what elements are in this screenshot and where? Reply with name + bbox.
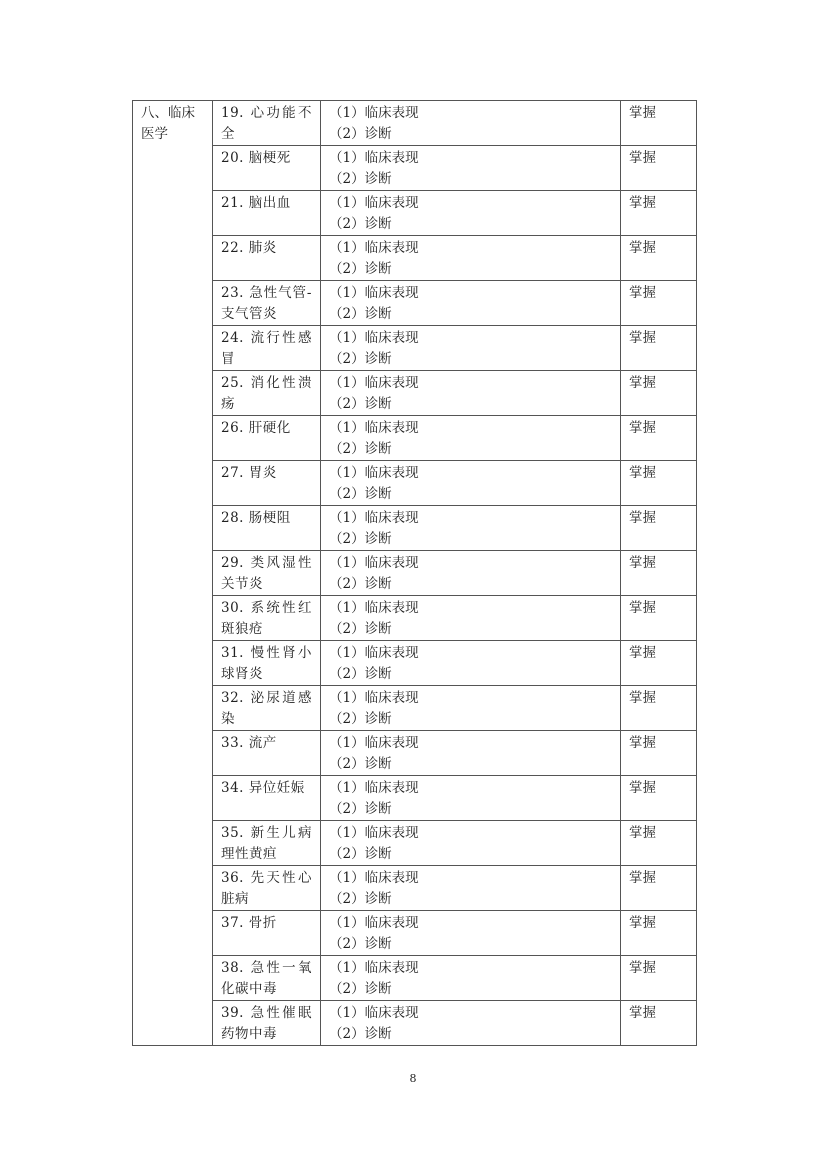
table-row	[133, 281, 697, 326]
table-row	[133, 416, 697, 461]
topic-cell: 39. 急性催眠药物中毒	[213, 1001, 321, 1046]
mastery-level-cell: 掌握	[621, 101, 697, 146]
table-row	[133, 1001, 697, 1046]
content-cell	[321, 596, 621, 641]
content-item: （1）临床表现	[329, 105, 419, 121]
content-cell	[321, 236, 621, 281]
content-cell	[321, 326, 621, 371]
content-cell	[321, 866, 621, 911]
content-item: （1）临床表现	[329, 825, 419, 841]
content-item: （2）诊断	[329, 891, 392, 907]
topic-cell: 25. 消化性溃疡	[213, 371, 321, 416]
content-cell	[321, 101, 621, 146]
mastery-level-cell: 掌握	[621, 686, 697, 731]
content-item: （1）临床表现	[329, 375, 419, 391]
content-item: （2）诊断	[329, 621, 392, 637]
content-item: （2）诊断	[329, 126, 392, 142]
content-item: （2）诊断	[329, 261, 392, 277]
topic-cell: 38. 急性一氧化碳中毒	[213, 956, 321, 1001]
mastery-level-cell: 掌握	[621, 776, 697, 821]
content-item: （1）临床表现	[329, 600, 419, 616]
content-cell	[321, 1001, 621, 1046]
mastery-level-cell: 掌握	[621, 866, 697, 911]
mastery-level-cell: 掌握	[621, 641, 697, 686]
content-item: （1）临床表现	[329, 555, 419, 571]
table-row	[133, 551, 697, 596]
content-item: （1）临床表现	[329, 195, 419, 211]
content-item: （2）诊断	[329, 981, 392, 997]
mastery-level-cell: 掌握	[621, 236, 697, 281]
content-item: （1）临床表现	[329, 960, 419, 976]
mastery-level-cell: 掌握	[621, 191, 697, 236]
content-cell	[321, 371, 621, 416]
mastery-level-cell: 掌握	[621, 821, 697, 866]
content-item: （1）临床表现	[329, 150, 419, 166]
mastery-level-cell: 掌握	[621, 911, 697, 956]
table-row	[133, 101, 697, 146]
mastery-level-cell: 掌握	[621, 326, 697, 371]
topic-cell: 32. 泌尿道感染	[213, 686, 321, 731]
topic-cell: 23. 急性气管-支气管炎	[213, 281, 321, 326]
content-cell	[321, 191, 621, 236]
topic-cell: 30. 系统性红斑狼疮	[213, 596, 321, 641]
content-cell	[321, 956, 621, 1001]
table-row	[133, 956, 697, 1001]
category-cell: 八、临床医学	[133, 101, 213, 1046]
content-item: （1）临床表现	[329, 690, 419, 706]
mastery-level-cell: 掌握	[621, 551, 697, 596]
table-row	[133, 506, 697, 551]
page-number: 8	[409, 1072, 417, 1085]
topic-cell: 36. 先天性心脏病	[213, 866, 321, 911]
content-cell	[321, 776, 621, 821]
content-item: （2）诊断	[329, 441, 392, 457]
topic-cell: 20. 脑梗死	[213, 146, 321, 191]
content-item: （1）临床表现	[329, 510, 419, 526]
topic-cell: 27. 胃炎	[213, 461, 321, 506]
topic-cell: 37. 骨折	[213, 911, 321, 956]
content-item: （2）诊断	[329, 801, 392, 817]
content-item: （2）诊断	[329, 171, 392, 187]
table-row	[133, 731, 697, 776]
table-row	[133, 326, 697, 371]
content-item: （2）诊断	[329, 396, 392, 412]
mastery-level-cell: 掌握	[621, 956, 697, 1001]
content-item: （2）诊断	[329, 306, 392, 322]
content-item: （2）诊断	[329, 486, 392, 502]
table-row	[133, 191, 697, 236]
topic-cell: 31. 慢性肾小球肾炎	[213, 641, 321, 686]
content-item: （2）诊断	[329, 351, 392, 367]
table-row	[133, 641, 697, 686]
content-item: （1）临床表现	[329, 915, 419, 931]
content-item: （1）临床表现	[329, 645, 419, 661]
table-row	[133, 371, 697, 416]
content-cell	[321, 731, 621, 776]
content-item: （2）诊断	[329, 756, 392, 772]
content-item: （2）诊断	[329, 531, 392, 547]
content-item: （2）诊断	[329, 666, 392, 682]
content-cell	[321, 821, 621, 866]
mastery-level-cell: 掌握	[621, 596, 697, 641]
mastery-level-cell: 掌握	[621, 731, 697, 776]
content-item: （1）临床表现	[329, 330, 419, 346]
table-row	[133, 236, 697, 281]
table-row	[133, 596, 697, 641]
table-row	[133, 821, 697, 866]
mastery-level-cell: 掌握	[621, 1001, 697, 1046]
syllabus-table	[132, 100, 697, 1046]
content-item: （1）临床表现	[329, 465, 419, 481]
content-cell	[321, 641, 621, 686]
content-item: （2）诊断	[329, 936, 392, 952]
topic-cell: 24. 流行性感冒	[213, 326, 321, 371]
mastery-level-cell: 掌握	[621, 416, 697, 461]
content-cell	[321, 551, 621, 596]
topic-cell: 33. 流产	[213, 731, 321, 776]
mastery-level-cell: 掌握	[621, 146, 697, 191]
content-item: （2）诊断	[329, 216, 392, 232]
content-cell	[321, 911, 621, 956]
mastery-level-cell: 掌握	[621, 371, 697, 416]
table-row	[133, 686, 697, 731]
mastery-level-cell: 掌握	[621, 461, 697, 506]
topic-cell: 34. 异位妊娠	[213, 776, 321, 821]
topic-cell: 35. 新生儿病理性黄疸	[213, 821, 321, 866]
table-row	[133, 866, 697, 911]
content-item: （1）临床表现	[329, 240, 419, 256]
content-item: （1）临床表现	[329, 1005, 419, 1021]
content-item: （1）临床表现	[329, 735, 419, 751]
table-row	[133, 146, 697, 191]
topic-cell: 21. 脑出血	[213, 191, 321, 236]
content-item: （1）临床表现	[329, 285, 419, 301]
content-cell	[321, 416, 621, 461]
topic-cell: 26. 肝硬化	[213, 416, 321, 461]
table-row	[133, 911, 697, 956]
content-cell	[321, 506, 621, 551]
content-item: （2）诊断	[329, 846, 392, 862]
topic-cell: 28. 肠梗阻	[213, 506, 321, 551]
content-cell	[321, 461, 621, 506]
topic-cell: 29. 类风湿性关节炎	[213, 551, 321, 596]
content-cell	[321, 146, 621, 191]
topic-cell: 22. 肺炎	[213, 236, 321, 281]
topic-cell: 19. 心功能不全	[213, 101, 321, 146]
content-item: （2）诊断	[329, 711, 392, 727]
content-item: （1）临床表现	[329, 780, 419, 796]
table-row	[133, 461, 697, 506]
mastery-level-cell: 掌握	[621, 506, 697, 551]
content-item: （1）临床表现	[329, 870, 419, 886]
mastery-level-cell: 掌握	[621, 281, 697, 326]
content-item: （1）临床表现	[329, 420, 419, 436]
content-item: （2）诊断	[329, 1026, 392, 1042]
table-row	[133, 776, 697, 821]
content-item: （2）诊断	[329, 576, 392, 592]
content-cell	[321, 686, 621, 731]
content-cell	[321, 281, 621, 326]
syllabus-table-body	[133, 101, 697, 1046]
